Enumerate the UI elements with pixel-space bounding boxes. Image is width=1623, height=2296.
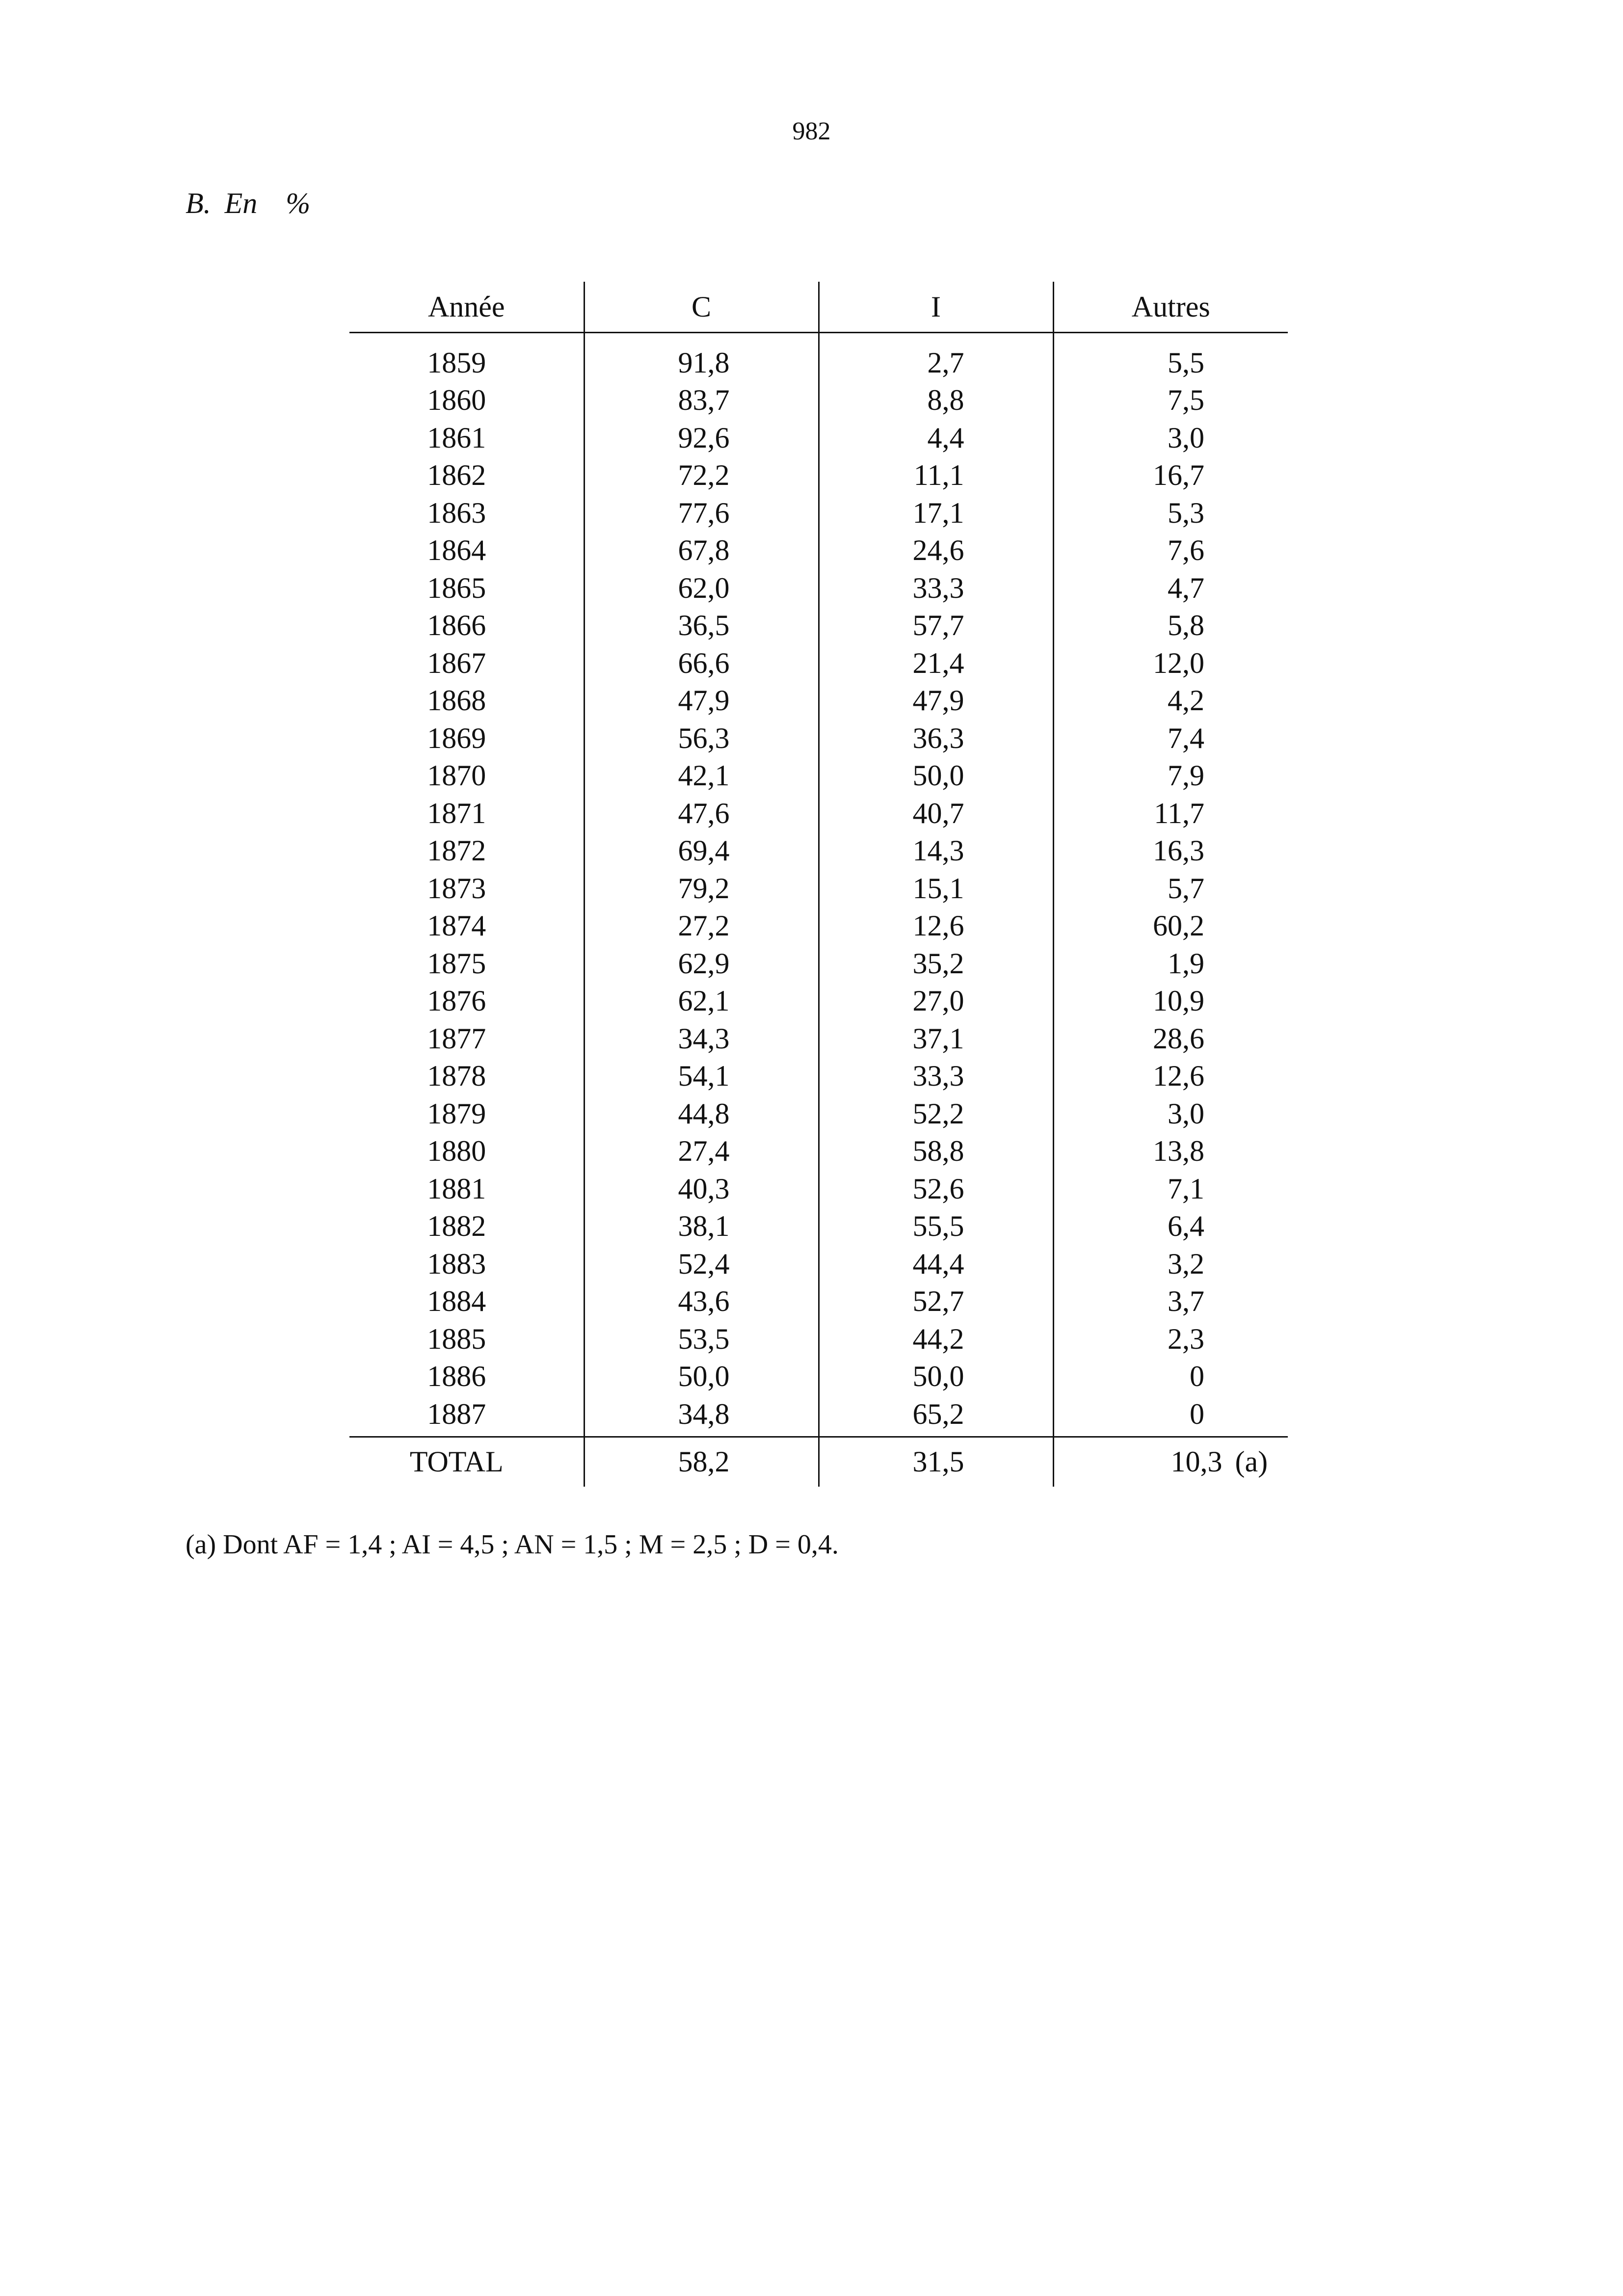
cell-c: 66,6 (584, 644, 819, 682)
cell-i: 52,6 (819, 1170, 1053, 1208)
cell-annee: 1868 (349, 682, 584, 720)
table-row (349, 644, 1288, 682)
header-c: C (584, 282, 819, 333)
cell-annee: 1869 (349, 720, 584, 757)
table-row (349, 457, 1288, 495)
table-row (349, 1133, 1288, 1171)
cell-c: 42,1 (584, 757, 819, 795)
cell-annee: 1873 (349, 870, 584, 908)
table-row (349, 832, 1288, 870)
header-autres: Autres (1053, 282, 1288, 333)
cell-autres: 4,7 (1168, 571, 1204, 604)
cell-c: 34,8 (584, 1395, 819, 1437)
cell-annee: 1880 (349, 1133, 584, 1171)
total-i: 31,5 (819, 1437, 1053, 1487)
cell-i: 12,6 (819, 908, 1053, 945)
cell-annee: 1887 (349, 1395, 584, 1437)
table-row (349, 382, 1288, 420)
cell-autres: 2,3 (1168, 1322, 1204, 1355)
cell-c: 69,4 (584, 832, 819, 870)
cell-annee: 1865 (349, 569, 584, 607)
cell-c: 72,2 (584, 457, 819, 495)
cell-c: 91,8 (584, 333, 819, 382)
table-body (349, 333, 1288, 1437)
cell-annee: 1876 (349, 983, 584, 1020)
cell-annee: 1866 (349, 607, 584, 645)
cell-i: 21,4 (819, 644, 1053, 682)
cell-c: 44,8 (584, 1095, 819, 1133)
cell-c: 83,7 (584, 382, 819, 420)
cell-annee: 1860 (349, 382, 584, 420)
total-autres-cell (1053, 1437, 1288, 1487)
cell-annee: 1885 (349, 1320, 584, 1358)
cell-autres: 7,6 (1168, 534, 1204, 567)
total-autres: 10,3 (1171, 1445, 1223, 1478)
cell-annee: 1879 (349, 1095, 584, 1133)
cell-i: 47,9 (819, 682, 1053, 720)
table-row (349, 494, 1288, 532)
cell-autres: 11,7 (1154, 797, 1204, 829)
cell-annee: 1884 (349, 1283, 584, 1321)
cell-i: 33,3 (819, 569, 1053, 607)
cell-autres: 5,7 (1168, 872, 1204, 905)
cell-c: 47,6 (584, 795, 819, 832)
cell-c: 79,2 (584, 870, 819, 908)
cell-c: 34,3 (584, 1020, 819, 1058)
cell-i: 11,1 (819, 457, 1053, 495)
cell-i: 52,7 (819, 1283, 1053, 1321)
cell-autres: 60,2 (1153, 909, 1204, 942)
cell-i: 55,5 (819, 1208, 1053, 1246)
cell-autres: 3,7 (1168, 1285, 1204, 1318)
table-row (349, 1283, 1288, 1321)
cell-i: 57,7 (819, 607, 1053, 645)
table-row (349, 333, 1288, 382)
cell-annee: 1870 (349, 757, 584, 795)
total-c: 58,2 (584, 1437, 819, 1487)
table-row (349, 720, 1288, 757)
cell-c: 27,4 (584, 1133, 819, 1171)
footnote: (a) Dont AF = 1,4 ; AI = 4,5 ; AN = 1,5 ; M = 2,5 ; D = 0,4. (186, 1529, 839, 1560)
cell-autres: 16,7 (1153, 459, 1204, 492)
table-row (349, 1245, 1288, 1283)
cell-i: 58,8 (819, 1133, 1053, 1171)
cell-annee: 1886 (349, 1358, 584, 1396)
cell-i: 4,4 (819, 419, 1053, 457)
table-row (349, 795, 1288, 832)
cell-c: 50,0 (584, 1358, 819, 1396)
cell-autres: 7,5 (1168, 384, 1204, 417)
cell-autres: 10,9 (1153, 985, 1204, 1017)
cell-autres: 1,9 (1168, 947, 1204, 980)
total-label: TOTAL (349, 1437, 584, 1487)
cell-autres: 6,4 (1168, 1210, 1204, 1243)
table-row (349, 607, 1288, 645)
cell-i: 44,4 (819, 1245, 1053, 1283)
cell-i: 14,3 (819, 832, 1053, 870)
header-i: I (819, 282, 1053, 333)
cell-autres: 4,2 (1168, 684, 1204, 717)
cell-autres: 0 (1190, 1397, 1204, 1430)
cell-annee: 1881 (349, 1170, 584, 1208)
cell-annee: 1861 (349, 419, 584, 457)
cell-c: 40,3 (584, 1170, 819, 1208)
cell-c: 67,8 (584, 532, 819, 570)
cell-c: 62,9 (584, 945, 819, 983)
cell-c: 56,3 (584, 720, 819, 757)
cell-c: 52,4 (584, 1245, 819, 1283)
total-row (349, 1437, 1288, 1487)
cell-i: 2,7 (819, 333, 1053, 382)
table-row (349, 870, 1288, 908)
cell-i: 50,0 (819, 1358, 1053, 1396)
cell-autres: 0 (1190, 1360, 1204, 1393)
table-row (349, 945, 1288, 983)
table-row (349, 682, 1288, 720)
cell-annee: 1882 (349, 1208, 584, 1246)
section-letter: B. (186, 187, 211, 219)
cell-c: 53,5 (584, 1320, 819, 1358)
cell-i: 24,6 (819, 532, 1053, 570)
cell-c: 92,6 (584, 419, 819, 457)
cell-annee: 1871 (349, 795, 584, 832)
header-annee: Année (349, 282, 584, 333)
cell-c: 38,1 (584, 1208, 819, 1246)
cell-autres: 12,6 (1153, 1060, 1204, 1093)
cell-autres: 5,5 (1168, 346, 1204, 379)
cell-annee: 1877 (349, 1020, 584, 1058)
cell-annee: 1859 (349, 333, 584, 382)
table-row (349, 1058, 1288, 1095)
section-title (186, 187, 324, 220)
cell-annee: 1863 (349, 494, 584, 532)
table-row (349, 1095, 1288, 1133)
cell-i: 65,2 (819, 1395, 1053, 1437)
table-row (349, 532, 1288, 570)
cell-c: 77,6 (584, 494, 819, 532)
cell-i: 17,1 (819, 494, 1053, 532)
cell-c: 62,0 (584, 569, 819, 607)
cell-autres: 7,1 (1168, 1172, 1204, 1205)
cell-c: 27,2 (584, 908, 819, 945)
cell-annee: 1878 (349, 1058, 584, 1095)
cell-i: 36,3 (819, 720, 1053, 757)
cell-annee: 1867 (349, 644, 584, 682)
table-row (349, 1395, 1288, 1437)
cell-autres: 16,3 (1153, 834, 1204, 867)
cell-annee: 1883 (349, 1245, 584, 1283)
table-row (349, 983, 1288, 1020)
table-row (349, 757, 1288, 795)
cell-c: 36,5 (584, 607, 819, 645)
cell-i: 50,0 (819, 757, 1053, 795)
section-text: En % (224, 187, 311, 219)
cell-c: 62,1 (584, 983, 819, 1020)
page-number: 982 (792, 117, 831, 145)
cell-c: 43,6 (584, 1283, 819, 1321)
cell-autres: 28,6 (1153, 1022, 1204, 1055)
cell-annee: 1864 (349, 532, 584, 570)
cell-autres: 12,0 (1153, 646, 1204, 679)
cell-autres: 5,3 (1168, 496, 1204, 529)
cell-i: 37,1 (819, 1020, 1053, 1058)
cell-annee: 1862 (349, 457, 584, 495)
cell-annee: 1875 (349, 945, 584, 983)
cell-i: 33,3 (819, 1058, 1053, 1095)
table-row (349, 1020, 1288, 1058)
table-row (349, 1170, 1288, 1208)
total-note-ref: (a) (1235, 1445, 1268, 1478)
cell-c: 54,1 (584, 1058, 819, 1095)
cell-autres: 3,0 (1168, 421, 1204, 454)
cell-autres: 5,8 (1168, 609, 1204, 642)
cell-annee: 1874 (349, 908, 584, 945)
cell-autres: 3,0 (1168, 1097, 1204, 1130)
cell-autres: 7,9 (1168, 759, 1204, 792)
table-row (349, 1358, 1288, 1396)
cell-i: 8,8 (819, 382, 1053, 420)
table-row (349, 1320, 1288, 1358)
cell-c: 47,9 (584, 682, 819, 720)
cell-i: 44,2 (819, 1320, 1053, 1358)
cell-autres: 7,4 (1168, 721, 1204, 754)
cell-i: 52,2 (819, 1095, 1053, 1133)
cell-i: 27,0 (819, 983, 1053, 1020)
table-row (349, 569, 1288, 607)
table-row (349, 419, 1288, 457)
cell-annee: 1872 (349, 832, 584, 870)
table-row (349, 908, 1288, 945)
table-row (349, 1208, 1288, 1246)
percentage-table (349, 282, 1288, 1487)
table-header-row (349, 282, 1288, 333)
cell-i: 35,2 (819, 945, 1053, 983)
cell-i: 40,7 (819, 795, 1053, 832)
cell-autres: 13,8 (1153, 1135, 1204, 1168)
cell-i: 15,1 (819, 870, 1053, 908)
cell-autres: 3,2 (1168, 1247, 1204, 1280)
